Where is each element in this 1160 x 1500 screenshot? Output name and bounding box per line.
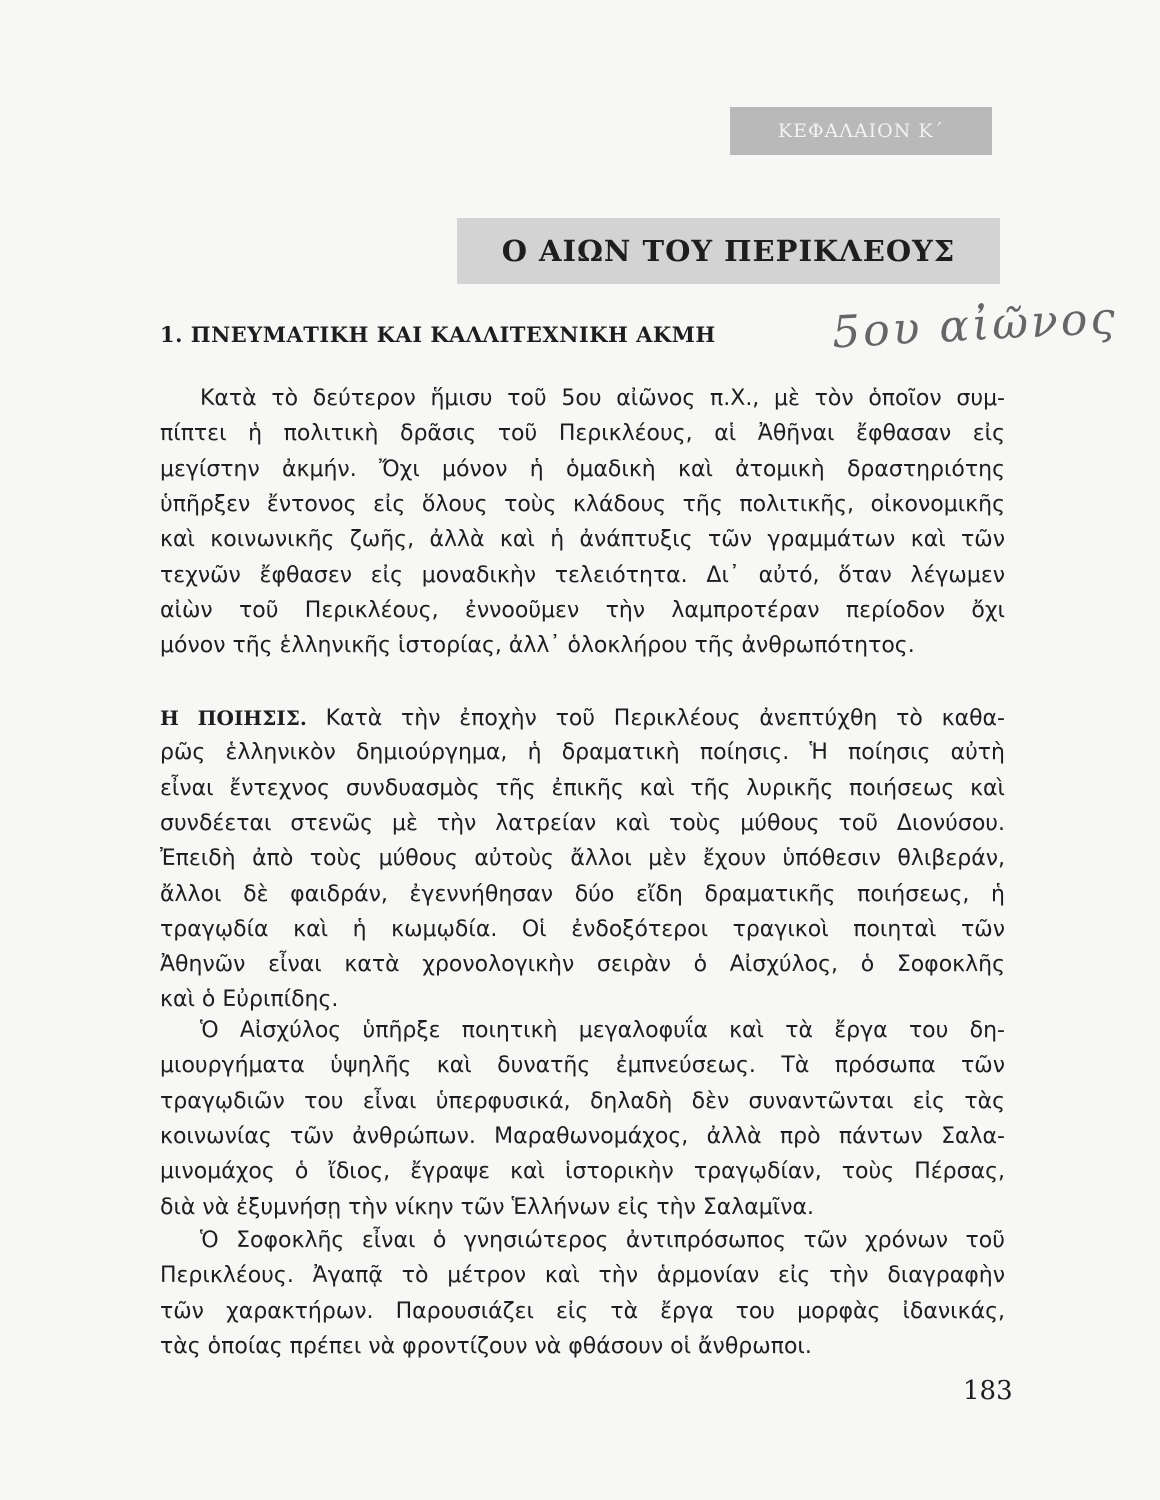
text-line [160,738,1005,768]
line-text: τῶν χαρακτήρων. Παρουσιάζει εἰς τὰ ἔργα του μορφὰς ἰδανικάς, [160,1298,1005,1324]
line-text: Ὁ Σοφοκλῆς εἶναι ὁ γνησιώτερος ἀντιπρόσωπος τῶν χρόνων τοῦ [200,1228,1005,1253]
line-text: καὶ ὁ Εὐριπίδης. [160,987,339,1013]
text-line [160,985,1005,1015]
text-line [160,525,1005,555]
line-text: ὑπῆρξεν ἔντονος εἰς ὅλους τοὺς κλάδους τῆς πολιτικῆς, οἰκονομικῆς [160,491,1005,517]
line-text: Κατὰ τὸ δεύτερον ἥμισυ τοῦ 5ου αἰῶνος π.Χ., μὲ τὸν ὁποῖον συμ- [200,386,1005,411]
line-text: Ἀθηνῶν εἶναι κατὰ χρονολογικὴν σειρὰν ὁ Αἰσχύλος, ὁ Σοφοκλῆς [160,952,1005,978]
text-line [160,1087,1005,1117]
text-line [160,1122,1005,1152]
text-line [160,561,1005,591]
line-text: μεγίστην ἀκμήν. Ὄχι μόνον ἡ ὁμαδικὴ καὶ ἀτομικὴ δραστηριότης [160,456,1005,482]
text-line [160,774,1005,804]
text-line [160,809,1005,839]
text-line [160,703,1005,734]
text-line [200,1226,1005,1256]
line-text: ἄλλοι δὲ φαιδράν, ἐγεννήθησαν δύο εἴδη δραματικῆς ποιήσεως, ἡ [160,881,1005,907]
text-line [160,631,1005,661]
line-text: Ὁ Αἰσχύλος ὑπῆρξε ποιητικὴ μεγαλοφυΐα καὶ τὰ ἔργα του δη- [200,1018,1005,1043]
line-text: εἶναι ἔντεχνος συνδυασμὸς τῆς ἐπικῆς καὶ τῆς λυρικῆς ποιήσεως καὶ [160,775,1005,801]
line-text: τραγῳδία καὶ ἡ κωμῳδία. Οἱ ἐνδοξότεροι τραγικοὶ ποιηταὶ τῶν [160,916,1005,942]
text-line [160,880,1005,910]
text-line [160,1051,1005,1081]
paragraph-lead: Η ΠΟΙΗΣΙΣ. [160,706,307,730]
section-heading: 1. ΠΝΕΥΜΑΤΙΚΗ ΚΑΙ ΚΑΛΛΙΤΕΧΝΙΚΗ ΑΚΜΗ [160,322,716,347]
text-line [160,1157,1005,1187]
text-line [160,1332,1005,1362]
handwritten-note: 5ου αἰῶνος [830,292,1120,359]
line-text: τραγῳδιῶν του εἶναι ὑπερφυσικά, δηλαδὴ δὲν συναντῶνται εἰς τὰς [160,1088,1005,1114]
text-line [160,455,1005,485]
text-line [200,1016,1005,1046]
chapter-title: Ο ΑΙΩΝ ΤΟΥ ΠΕΡΙΚΛΕΟΥΣ [457,218,1000,284]
text-line [160,1261,1005,1291]
line-text: τὰς ὁποίας πρέπει νὰ φροντίζουν νὰ φθάσουν οἱ ἄνθρωποι. [160,1333,812,1359]
text-line [160,915,1005,945]
line-text: ρῶς ἑλληνικὸν δημιούργημα, ἡ δραματικὴ ποίησις. Ἡ ποίησις αὐτὴ [160,740,1005,766]
line-text: κοινωνίας τῶν ἀνθρώπων. Μαραθωνομάχος, ἀλλὰ πρὸ πάντων Σαλα- [160,1123,1005,1149]
text-line [160,1193,1005,1223]
text-line [160,1297,1005,1327]
line-text: μιουργήματα ὑψηλῆς καὶ δυνατῆς ἐμπνεύσεως. Τὰ πρόσωπα τῶν [160,1053,1005,1079]
line-text: Ἐπειδὴ ἀπὸ τοὺς μύθους αὐτοὺς ἄλλοι μὲν ἔχουν ὑπόθεσιν θλιβεράν, [160,846,1005,872]
text-line [200,384,1005,414]
line-text: συνδέεται στενῶς μὲ τὴν λατρείαν καὶ τοὺς μύθους τοῦ Διονύσου. [160,810,1005,836]
line-text: αἰὼν τοῦ Περικλέους, ἐννοοῦμεν τὴν λαμπροτέραν περίοδον ὄχι [160,597,1005,623]
text-line [160,844,1005,874]
text-line [160,490,1005,520]
line-text: τεχνῶν ἔφθασεν εἰς μοναδικὴν τελειότητα. Δι᾽ αὐτό, ὅταν λέγωμεν [160,562,1005,588]
line-text: μόνον τῆς ἑλληνικῆς ἱστορίας, ἀλλ᾽ ὁλοκλήρου τῆς ἀνθρωπότητος. [160,633,915,659]
text-line [160,950,1005,980]
line-text: πίπτει ἡ πολιτικὴ δρᾶσις τοῦ Περικλέους, αἱ Ἀθῆναι ἔφθασαν εἰς [160,421,1005,447]
chapter-label: ΚΕΦΑΛΑΙΟΝ Κ΄ [730,107,992,155]
text-line [160,419,1005,449]
line-text: διὰ νὰ ἐξυμνήσῃ τὴν νίκην τῶν Ἑλλήνων εἰς τὴν Σαλαμῖνα. [160,1194,815,1220]
line-text: καὶ κοινωνικῆς ζωῆς, ἀλλὰ καὶ ἡ ἀνάπτυξις τῶν γραμμάτων καὶ τῶν [160,527,1005,553]
line-text: μινομάχος ὁ ἴδιος, ἔγραψε καὶ ἱστορικὴν τραγῳδίαν, τοὺς Πέρσας, [160,1159,1005,1185]
line-text: Κατὰ τὴν ἐποχὴν τοῦ Περικλέους ἀνεπτύχθη τὸ καθα- [325,706,1005,731]
text-line [160,596,1005,626]
page-number: 183 [963,1376,1013,1406]
line-text: Περικλέους. Ἀγαπᾷ τὸ μέτρον καὶ τὴν ἁρμονίαν εἰς τὴν διαγραφὴν [160,1263,1005,1289]
